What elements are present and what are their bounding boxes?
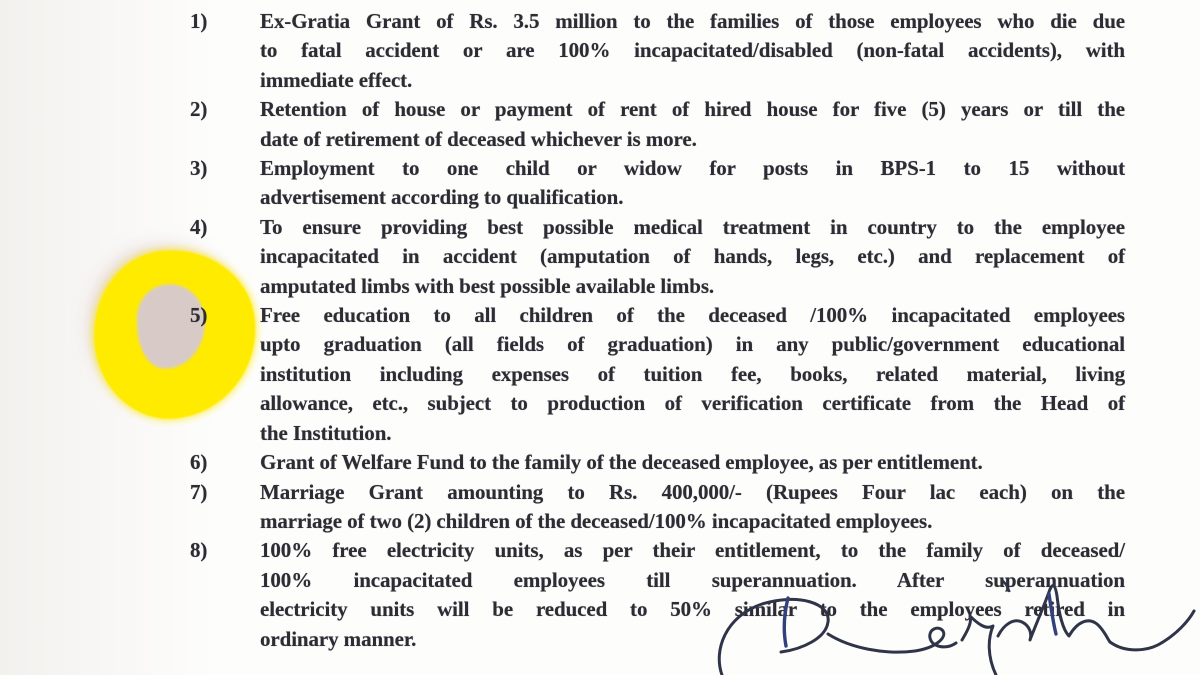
item-body (260, 301, 1125, 448)
signature (700, 572, 1200, 675)
item-line: ordinary manner. (260, 626, 417, 651)
item-line: electricity units will be reduced to 50% similar to the employees retired in (260, 597, 1125, 622)
item-number: 7) (190, 479, 208, 504)
item-line: Grant of Welfare Fund to the family of the deceased employee, as per entitlement. (260, 450, 983, 475)
item-line: Ex-Gratia Grant of Rs. 3.5 million to the families of those employees who die due (260, 9, 1125, 33)
item-number: 5) (190, 303, 208, 328)
list-item (190, 95, 1130, 154)
item-line: advertisement according to qualification. (260, 185, 624, 210)
item-number: 4) (190, 214, 208, 239)
item-number: 2) (190, 97, 208, 122)
list-item (190, 154, 1130, 213)
list-item (190, 478, 1130, 537)
item-body (260, 213, 1125, 301)
item-number: 3) (190, 156, 208, 181)
item-body (260, 95, 1125, 154)
list-item (190, 213, 1130, 301)
list-item (190, 448, 1130, 477)
item-line: Free education to all children of the deceased /100% incapacitated employees (260, 303, 1125, 328)
item-body (260, 7, 1125, 95)
item-line: Marriage Grant amounting to Rs. 400,000/- (Rupees Four lac each) on the (260, 479, 1125, 504)
item-line: Retention of house or payment of rent of hired house for five (5) years or till the (260, 97, 1125, 122)
list-item (190, 7, 1130, 95)
item-body (260, 448, 1125, 477)
item-number: 1) (190, 9, 208, 33)
item-line: allowance, etc., subject to production of verification certificate from the Head of (260, 391, 1125, 416)
item-number: 8) (190, 538, 208, 563)
item-line: institution including expenses of tuition fee, books, related material, living (260, 361, 1125, 386)
item-line: to fatal accident or are 100% incapacitated/disabled (non-fatal accidents), with (260, 38, 1125, 63)
item-line: upto graduation (all fields of graduation) in any public/government educational (260, 332, 1125, 357)
benefits-list (190, 7, 1130, 654)
item-line: immediate effect. (260, 67, 413, 92)
item-line: Employment to one child or widow for posts in BPS-1 to 15 without (260, 156, 1125, 181)
item-body (260, 154, 1125, 213)
item-line: amputated limbs with best possible available limbs. (260, 273, 715, 298)
item-line: the Institution. (260, 420, 392, 445)
item-body (260, 478, 1125, 537)
item-line: 100% incapacitated employees till superannuation. After superannuation (260, 567, 1125, 592)
item-line: date of retirement of deceased whichever is more. (260, 126, 697, 151)
item-line: incapacitated in accident (amputation of hands, legs, etc.) and replacement of (260, 244, 1125, 269)
list-item-highlighted (190, 301, 1130, 448)
item-line: To ensure providing best possible medical treatment in country to the employee (260, 214, 1125, 239)
item-number: 6) (190, 450, 208, 475)
item-line: marriage of two (2) children of the deceased/100% incapacitated employees. (260, 508, 933, 533)
item-line: 100% free electricity units, as per their entitlement, to the family of deceased/ (260, 538, 1125, 563)
